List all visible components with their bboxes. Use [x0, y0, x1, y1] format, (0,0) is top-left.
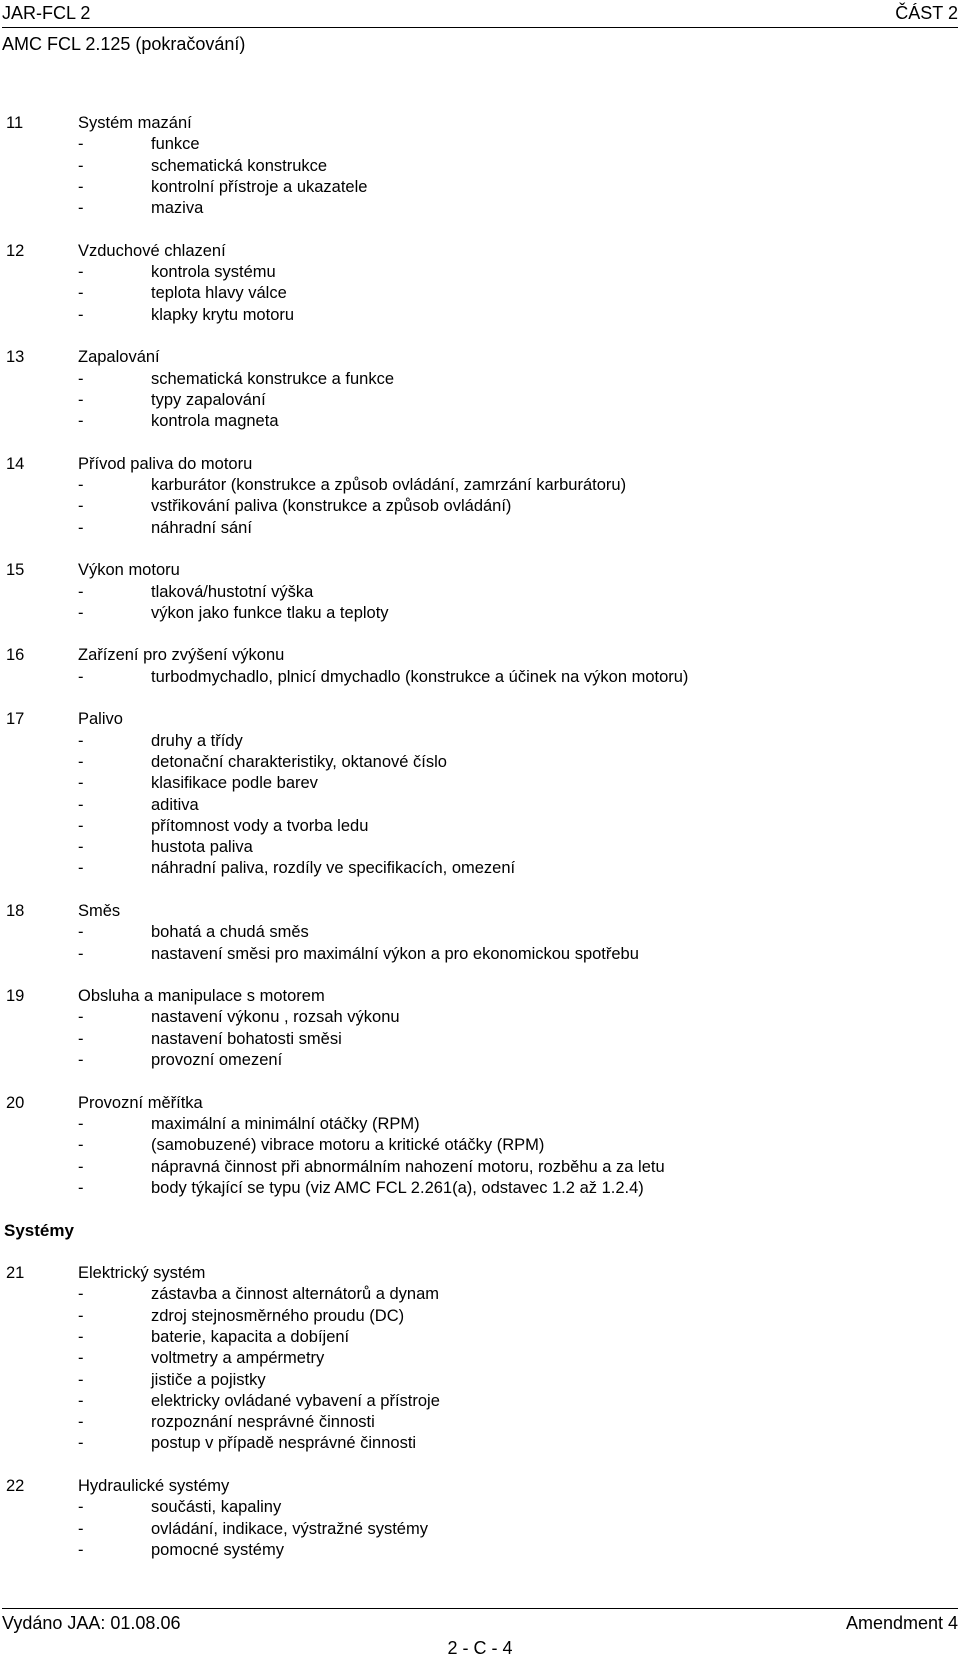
list-item-text: náhradní paliva, rozdíly ve specifikacích, omezení — [151, 859, 516, 878]
section-heading — [6, 1263, 946, 1284]
list-item — [6, 411, 946, 432]
list-item — [6, 1306, 946, 1327]
list-item-text: jističe a pojistky — [151, 1370, 266, 1389]
section-heading — [6, 901, 946, 922]
bullet-dash: - — [78, 1370, 84, 1389]
list-item-text: funkce — [151, 135, 200, 154]
list-item-text: turbodmychadlo, plnicí dmychadlo (konstrukce a účinek na výkon motoru) — [151, 667, 689, 686]
bullet-dash: - — [78, 774, 84, 793]
bullet-dash: - — [78, 603, 84, 622]
footer-issued: Vydáno JAA: 01.08.06 — [2, 1613, 181, 1633]
bullet-dash: - — [78, 305, 84, 324]
bullet-dash: - — [78, 1178, 84, 1197]
bullet-dash: - — [78, 497, 84, 516]
section-title: Provozní měřítka — [78, 1093, 203, 1112]
header-rule — [2, 27, 958, 28]
bullet-dash: - — [78, 1008, 84, 1027]
header-part: ČÁST 2 — [895, 3, 958, 23]
list-item — [6, 134, 946, 155]
group-title: Systémy — [4, 1221, 74, 1241]
list-item-text: druhy a třídy — [151, 731, 243, 750]
list-item — [6, 1519, 946, 1540]
bullet-dash: - — [78, 1136, 84, 1155]
list-item — [6, 475, 946, 496]
list-item-text: nápravná činnost při abnormálním nahození motoru, rozběhu a za letu — [151, 1157, 665, 1176]
list-item — [6, 1178, 946, 1199]
list-item — [6, 795, 946, 816]
list-item — [6, 1007, 946, 1028]
section-title: Zapalování — [78, 348, 160, 367]
section-heading — [6, 454, 946, 475]
section-heading — [6, 560, 946, 581]
section-heading — [6, 241, 946, 262]
bullet-dash: - — [78, 838, 84, 857]
list-item-text: zástavba a činnost alternátorů a dynam — [151, 1285, 440, 1304]
list-item — [6, 390, 946, 411]
bullet-dash: - — [78, 1413, 84, 1432]
list-item-text: hustota paliva — [151, 838, 253, 857]
section-number: 17 — [6, 710, 25, 729]
section-number: 20 — [6, 1093, 25, 1112]
list-item-text: elektricky ovládané vybavení a přístroje — [151, 1391, 440, 1410]
bullet-dash: - — [78, 795, 84, 814]
section — [6, 454, 946, 539]
section — [6, 113, 946, 219]
footer-page-number: 2 - C - 4 — [447, 1638, 513, 1658]
section — [6, 645, 946, 688]
section-title: Výkon motoru — [78, 561, 180, 580]
section-heading — [6, 1093, 946, 1114]
bullet-dash: - — [78, 412, 84, 431]
list-item-text: schematická konstrukce — [151, 156, 328, 175]
section-number: 15 — [6, 561, 25, 580]
section-title: Vzduchové chlazení — [78, 241, 226, 260]
list-item-text: bohatá a chudá směs — [151, 923, 309, 942]
bullet-dash: - — [78, 1434, 84, 1453]
section — [6, 241, 946, 326]
list-item — [6, 198, 946, 219]
list-item-text: zdroj stejnosměrného proudu (DC) — [151, 1306, 405, 1325]
section-number: 22 — [6, 1477, 25, 1495]
section — [6, 1263, 946, 1455]
list-item — [6, 1540, 946, 1561]
list-item — [6, 262, 946, 283]
section — [6, 709, 946, 879]
bullet-dash: - — [78, 156, 84, 175]
list-item-text: kontrola magneta — [151, 412, 279, 431]
list-item-text: teplota hlavy válce — [151, 284, 287, 303]
bullet-dash: - — [78, 1306, 84, 1325]
list-item — [6, 922, 946, 943]
list-item — [6, 1114, 946, 1135]
list-item — [6, 582, 946, 603]
list-item — [6, 369, 946, 390]
list-item-text: baterie, kapacita a dobíjení — [151, 1327, 350, 1346]
bullet-dash: - — [78, 816, 84, 835]
footer — [2, 1608, 958, 1658]
bullet-dash: - — [78, 1285, 84, 1304]
bullet-dash: - — [78, 476, 84, 495]
section-list-systems — [6, 1263, 946, 1561]
list-item-text: kontrolní přístroje a ukazatele — [151, 177, 368, 196]
bullet-dash: - — [78, 859, 84, 878]
section-title: Směs — [78, 901, 121, 920]
bullet-dash: - — [78, 199, 84, 218]
section — [6, 347, 946, 432]
section — [6, 1093, 946, 1199]
list-item-text: nastavení směsi pro maximální výkon a pro ekonomickou spotřebu — [151, 944, 639, 963]
list-item — [6, 1284, 946, 1305]
section — [6, 1476, 946, 1561]
list-item — [6, 305, 946, 326]
header-doc-code: JAR-FCL 2 — [2, 3, 91, 23]
bullet-dash: - — [78, 1391, 84, 1410]
bullet-dash: - — [78, 1327, 84, 1346]
list-item — [6, 1029, 946, 1050]
list-item-text: nastavení bohatosti směsi — [151, 1029, 342, 1048]
bullet-dash: - — [78, 923, 84, 942]
section — [6, 986, 946, 1071]
section-list — [6, 113, 946, 1199]
list-item — [6, 283, 946, 304]
list-item — [6, 1391, 946, 1412]
section-title: Zařízení pro zvýšení výkonu — [78, 646, 285, 665]
bullet-dash: - — [78, 667, 84, 686]
list-item — [6, 1497, 946, 1518]
section — [6, 901, 946, 965]
list-item-text: (samobuzené) vibrace motoru a kritické otáčky (RPM) — [151, 1136, 545, 1155]
list-item-text: provozní omezení — [151, 1051, 283, 1070]
footer-amendment: Amendment 4 — [845, 1613, 958, 1633]
list-item — [6, 731, 946, 752]
list-item — [6, 1348, 946, 1369]
list-item-text: schematická konstrukce a funkce — [151, 369, 395, 388]
list-item-text: aditiva — [151, 795, 199, 814]
bullet-dash: - — [78, 582, 84, 601]
bullet-dash: - — [78, 1029, 84, 1048]
list-item — [6, 1433, 946, 1454]
list-item-text: maziva — [151, 199, 204, 218]
bullet-dash: - — [78, 1540, 84, 1559]
bullet-dash: - — [78, 1051, 84, 1070]
list-item — [6, 944, 946, 965]
list-item — [6, 858, 946, 879]
section-number: 21 — [6, 1264, 25, 1283]
list-item — [6, 1157, 946, 1178]
list-item — [6, 773, 946, 794]
list-item — [6, 837, 946, 858]
list-item — [6, 752, 946, 773]
list-item-text: typy zapalování — [151, 390, 266, 409]
list-item — [6, 603, 946, 624]
list-item — [6, 1412, 946, 1433]
list-item — [6, 1050, 946, 1071]
section-title: Obsluha a manipulace s motorem — [78, 987, 325, 1006]
list-item-text: součásti, kapaliny — [151, 1498, 282, 1517]
list-item-text: body týkající se typu (viz AMC FCL 2.261(a), odstavec 1.2 až 1.2.4) — [151, 1178, 644, 1197]
list-item — [6, 1370, 946, 1391]
bullet-dash: - — [78, 1498, 84, 1517]
list-item — [6, 156, 946, 177]
list-item-text: tlaková/hustotní výška — [151, 582, 314, 601]
section-heading — [6, 709, 946, 730]
list-item — [6, 1327, 946, 1348]
list-item-text: klapky krytu motoru — [151, 305, 295, 324]
section-number: 14 — [6, 454, 25, 473]
section-title: Přívod paliva do motoru — [78, 454, 253, 473]
list-item-text: výkon jako funkce tlaku a teploty — [151, 603, 389, 622]
section-number: 19 — [6, 987, 25, 1006]
section-number: 13 — [6, 348, 25, 367]
section-title: Systém mazání — [78, 114, 192, 132]
list-item — [6, 496, 946, 517]
bullet-dash: - — [78, 731, 84, 750]
bullet-dash: - — [78, 1157, 84, 1176]
list-item-text: maximální a minimální otáčky (RPM) — [151, 1114, 420, 1133]
bullet-dash: - — [78, 944, 84, 963]
bullet-dash: - — [78, 752, 84, 771]
list-item-text: voltmetry a ampérmetry — [151, 1349, 325, 1368]
section-title: Hydraulické systémy — [78, 1477, 230, 1495]
section — [6, 560, 946, 624]
header-subtitle: AMC FCL 2.125 (pokračování) — [2, 34, 246, 54]
list-item-text: náhradní sání — [151, 518, 252, 537]
section-title: Elektrický systém — [78, 1264, 206, 1283]
section-number: 11 — [6, 114, 24, 132]
list-item-text: klasifikace podle barev — [151, 774, 318, 793]
bullet-dash: - — [78, 135, 84, 154]
list-item-text: ovládání, indikace, výstražné systémy — [151, 1519, 428, 1538]
bullet-dash: - — [78, 1349, 84, 1368]
list-item — [6, 816, 946, 837]
section-heading — [6, 347, 946, 368]
section-number: 18 — [6, 901, 25, 920]
section-heading — [6, 113, 946, 134]
bullet-dash: - — [78, 284, 84, 303]
list-item — [6, 177, 946, 198]
section-heading — [6, 1476, 946, 1497]
section-heading — [6, 986, 946, 1007]
bullet-dash: - — [78, 1519, 84, 1538]
header-top — [2, 2, 958, 24]
list-item-text: karburátor (konstrukce a způsob ovládání, zamrzání karburátoru) — [151, 476, 627, 495]
list-item-text: nastavení výkonu , rozsah výkonu — [151, 1008, 400, 1027]
list-item-text: pomocné systémy — [151, 1540, 284, 1559]
list-item-text: postup v případě nesprávné činnosti — [151, 1434, 417, 1453]
list-item — [6, 667, 946, 688]
list-item-text: detonační charakteristiky, oktanové číslo — [151, 752, 447, 771]
list-item-text: kontrola systému — [151, 263, 276, 282]
section-number: 16 — [6, 646, 25, 665]
list-item — [6, 518, 946, 539]
list-item — [6, 1135, 946, 1156]
section-title: Palivo — [78, 710, 123, 729]
bullet-dash: - — [78, 369, 84, 388]
list-item-text: přítomnost vody a tvorba ledu — [151, 816, 369, 835]
bullet-dash: - — [78, 263, 84, 282]
section-number: 12 — [6, 241, 25, 260]
bullet-dash: - — [78, 1114, 84, 1133]
bullet-dash: - — [78, 518, 84, 537]
bullet-dash: - — [78, 177, 84, 196]
list-item-text: vstřikování paliva (konstrukce a způsob ovládání) — [151, 497, 512, 516]
content-body — [6, 113, 946, 1582]
list-item-text: rozpoznání nesprávné činnosti — [151, 1413, 375, 1432]
bullet-dash: - — [78, 390, 84, 409]
section-heading — [6, 645, 946, 666]
